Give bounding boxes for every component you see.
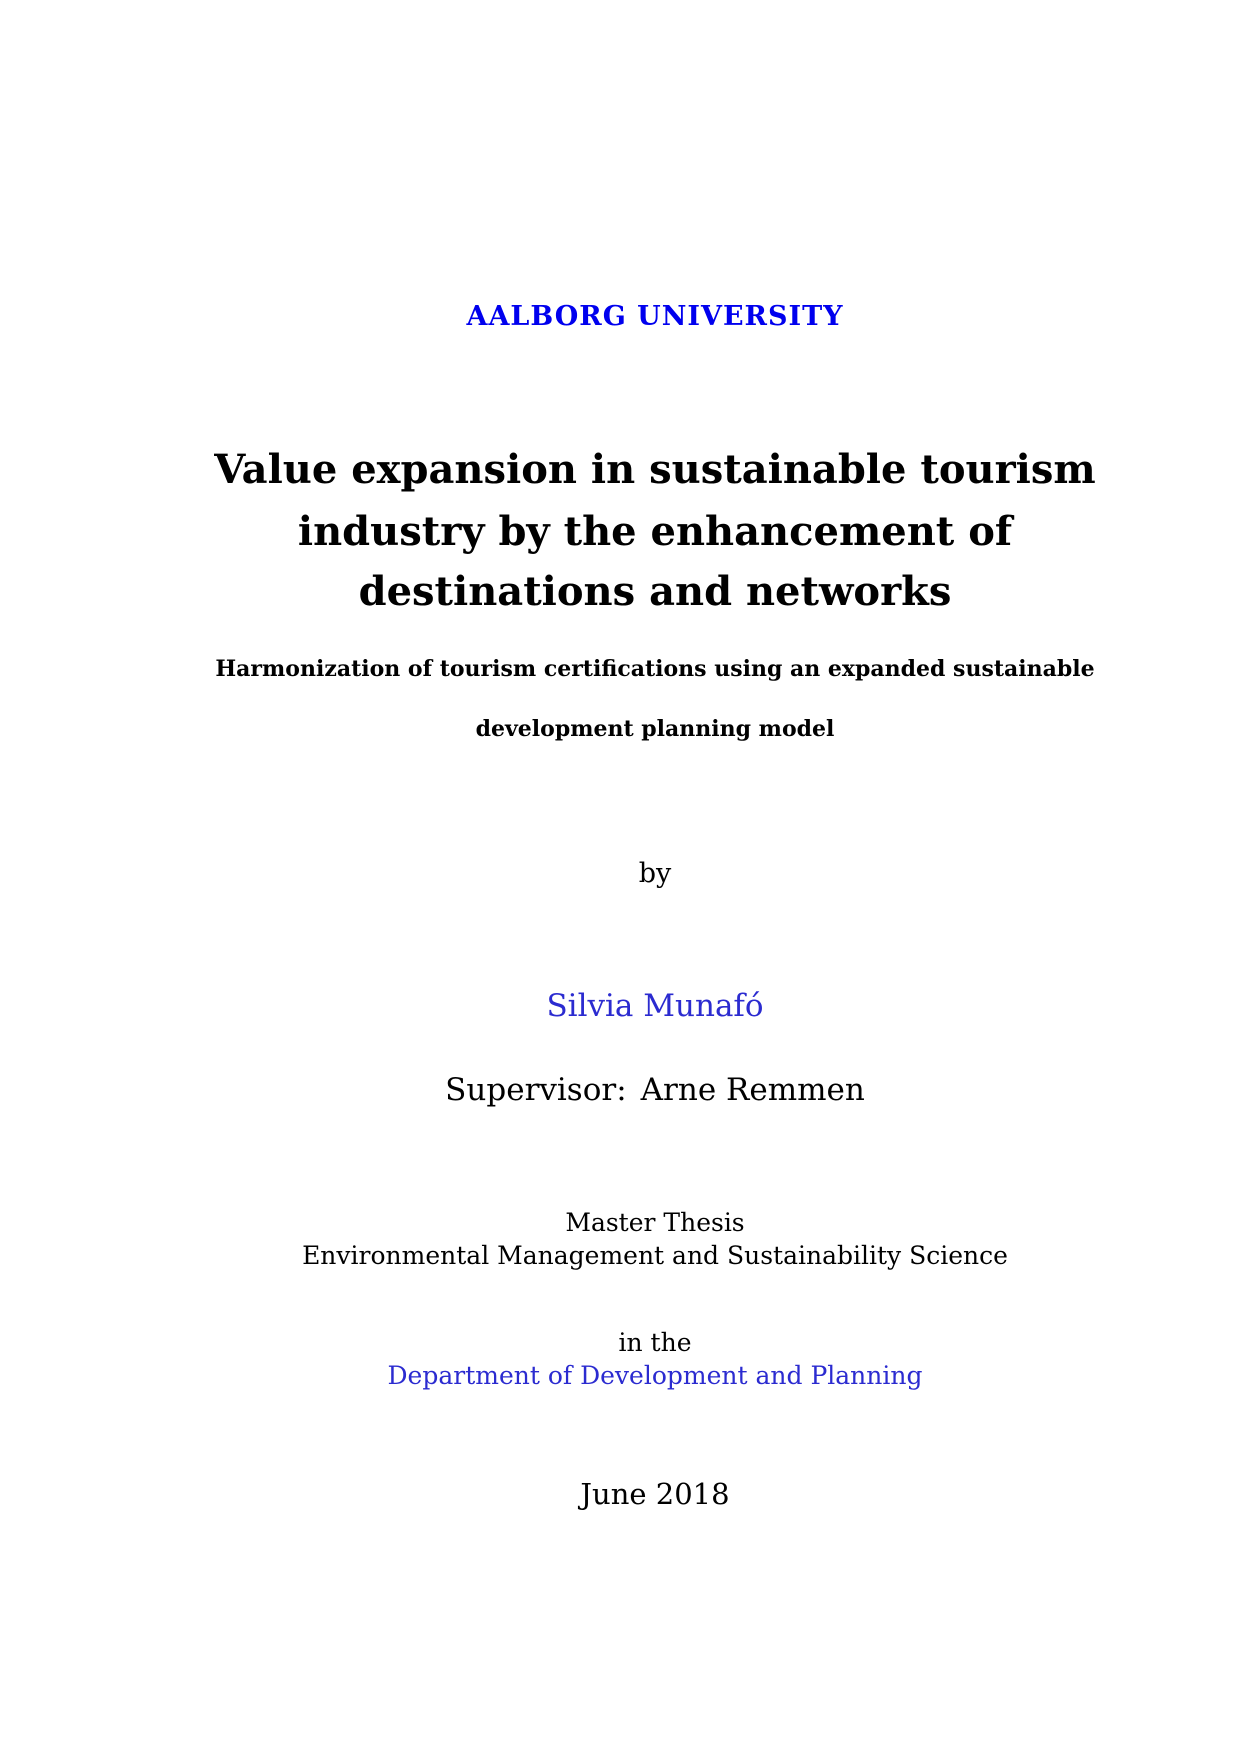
department-link[interactable]: Department of Development and Planning xyxy=(387,1361,923,1390)
thesis-title-line-1: Value expansion in sustainable tourism xyxy=(214,446,1096,493)
thesis-title-line-2: industry by the enhancement of xyxy=(297,508,1013,555)
author-link[interactable]: Silvia Munafó xyxy=(546,988,764,1024)
thesis-subtitle-line-1: Harmonization of tourism certifications using an expanded sustainable xyxy=(215,656,1095,682)
thesis-type: Master Thesis xyxy=(565,1208,745,1237)
programme-name: Environmental Management and Sustainability Science xyxy=(302,1241,1008,1270)
title-page-content xyxy=(68,0,1242,1756)
thesis-subtitle-line-2: development planning model xyxy=(475,716,835,742)
supervisor-line xyxy=(68,1072,1242,1108)
supervisor-name: Arne Remmen xyxy=(640,1072,865,1108)
publication-date: June 2018 xyxy=(580,1477,730,1511)
in-the-text: in the xyxy=(618,1328,692,1357)
supervisor-label: Supervisor: xyxy=(445,1072,627,1108)
university-link[interactable]: AALBORG UNIVERSITY xyxy=(466,301,844,332)
byline: by xyxy=(638,858,672,889)
thesis-title-line-3: destinations and networks xyxy=(358,568,952,615)
